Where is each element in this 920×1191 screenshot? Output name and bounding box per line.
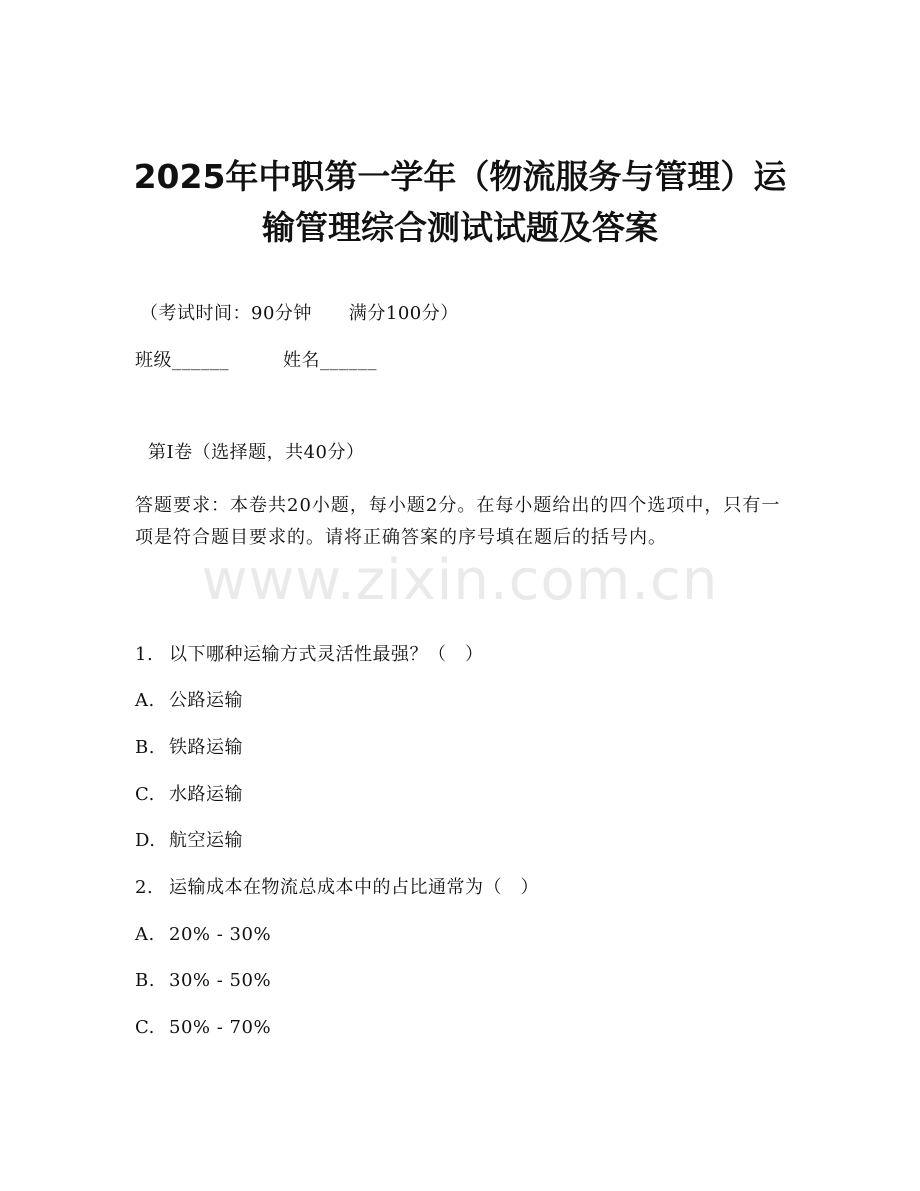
question-2-option-c xyxy=(135,1019,271,1037)
question-2-option-a xyxy=(135,926,271,944)
option-text: 50% - 70% xyxy=(169,1017,272,1038)
title-line-2: 输管理综合测试试题及答案 xyxy=(262,208,658,247)
question-1-option-c xyxy=(135,786,243,804)
answer-requirements: 答题要求：本卷共20小题，每小题2分。在每小题给出的四个选项中，只有一项是符合题目要求的。请将正确答案的序号填在题后的括号内。 xyxy=(135,495,781,548)
question-text: 运输成本在物流总成本中的占比通常为（ ） xyxy=(169,877,539,898)
question-1-option-b xyxy=(135,739,243,757)
question-1-option-a xyxy=(135,692,243,710)
question-text: 以下哪种运输方式灵活性最强？（ ） xyxy=(169,644,484,665)
option-key: A. xyxy=(135,690,155,711)
option-key: A. xyxy=(135,924,155,945)
question-number: 2. xyxy=(135,877,154,898)
option-key: D. xyxy=(135,830,156,851)
option-text: 30% - 50% xyxy=(169,970,272,991)
option-text: 20% - 30% xyxy=(169,924,272,945)
title-line-1: 2025年中职第一学年（物流服务与管理）运 xyxy=(133,157,787,196)
question-1-option-d xyxy=(135,832,243,850)
option-key: B. xyxy=(135,737,155,758)
option-key: C. xyxy=(135,1017,155,1038)
question-2 xyxy=(135,879,539,897)
name-label: 姓名______ xyxy=(283,350,377,371)
question-number: 1. xyxy=(135,644,154,665)
option-text: 水路运输 xyxy=(169,784,243,805)
class-label: 班级______ xyxy=(135,350,229,371)
section-title: 第Ⅰ卷（选择题，共40分） xyxy=(148,442,365,463)
question-2-option-b xyxy=(135,972,271,990)
exam-info: （考试时间：90分钟 满分100分） xyxy=(140,303,459,324)
question-1 xyxy=(135,646,484,664)
option-key: C. xyxy=(135,784,155,805)
option-text: 航空运输 xyxy=(169,830,243,851)
student-info-row xyxy=(135,352,377,370)
option-key: B. xyxy=(135,970,155,991)
option-text: 铁路运输 xyxy=(169,737,243,758)
watermark: www.zixin.com.cn xyxy=(201,548,719,613)
option-text: 公路运输 xyxy=(169,690,243,711)
